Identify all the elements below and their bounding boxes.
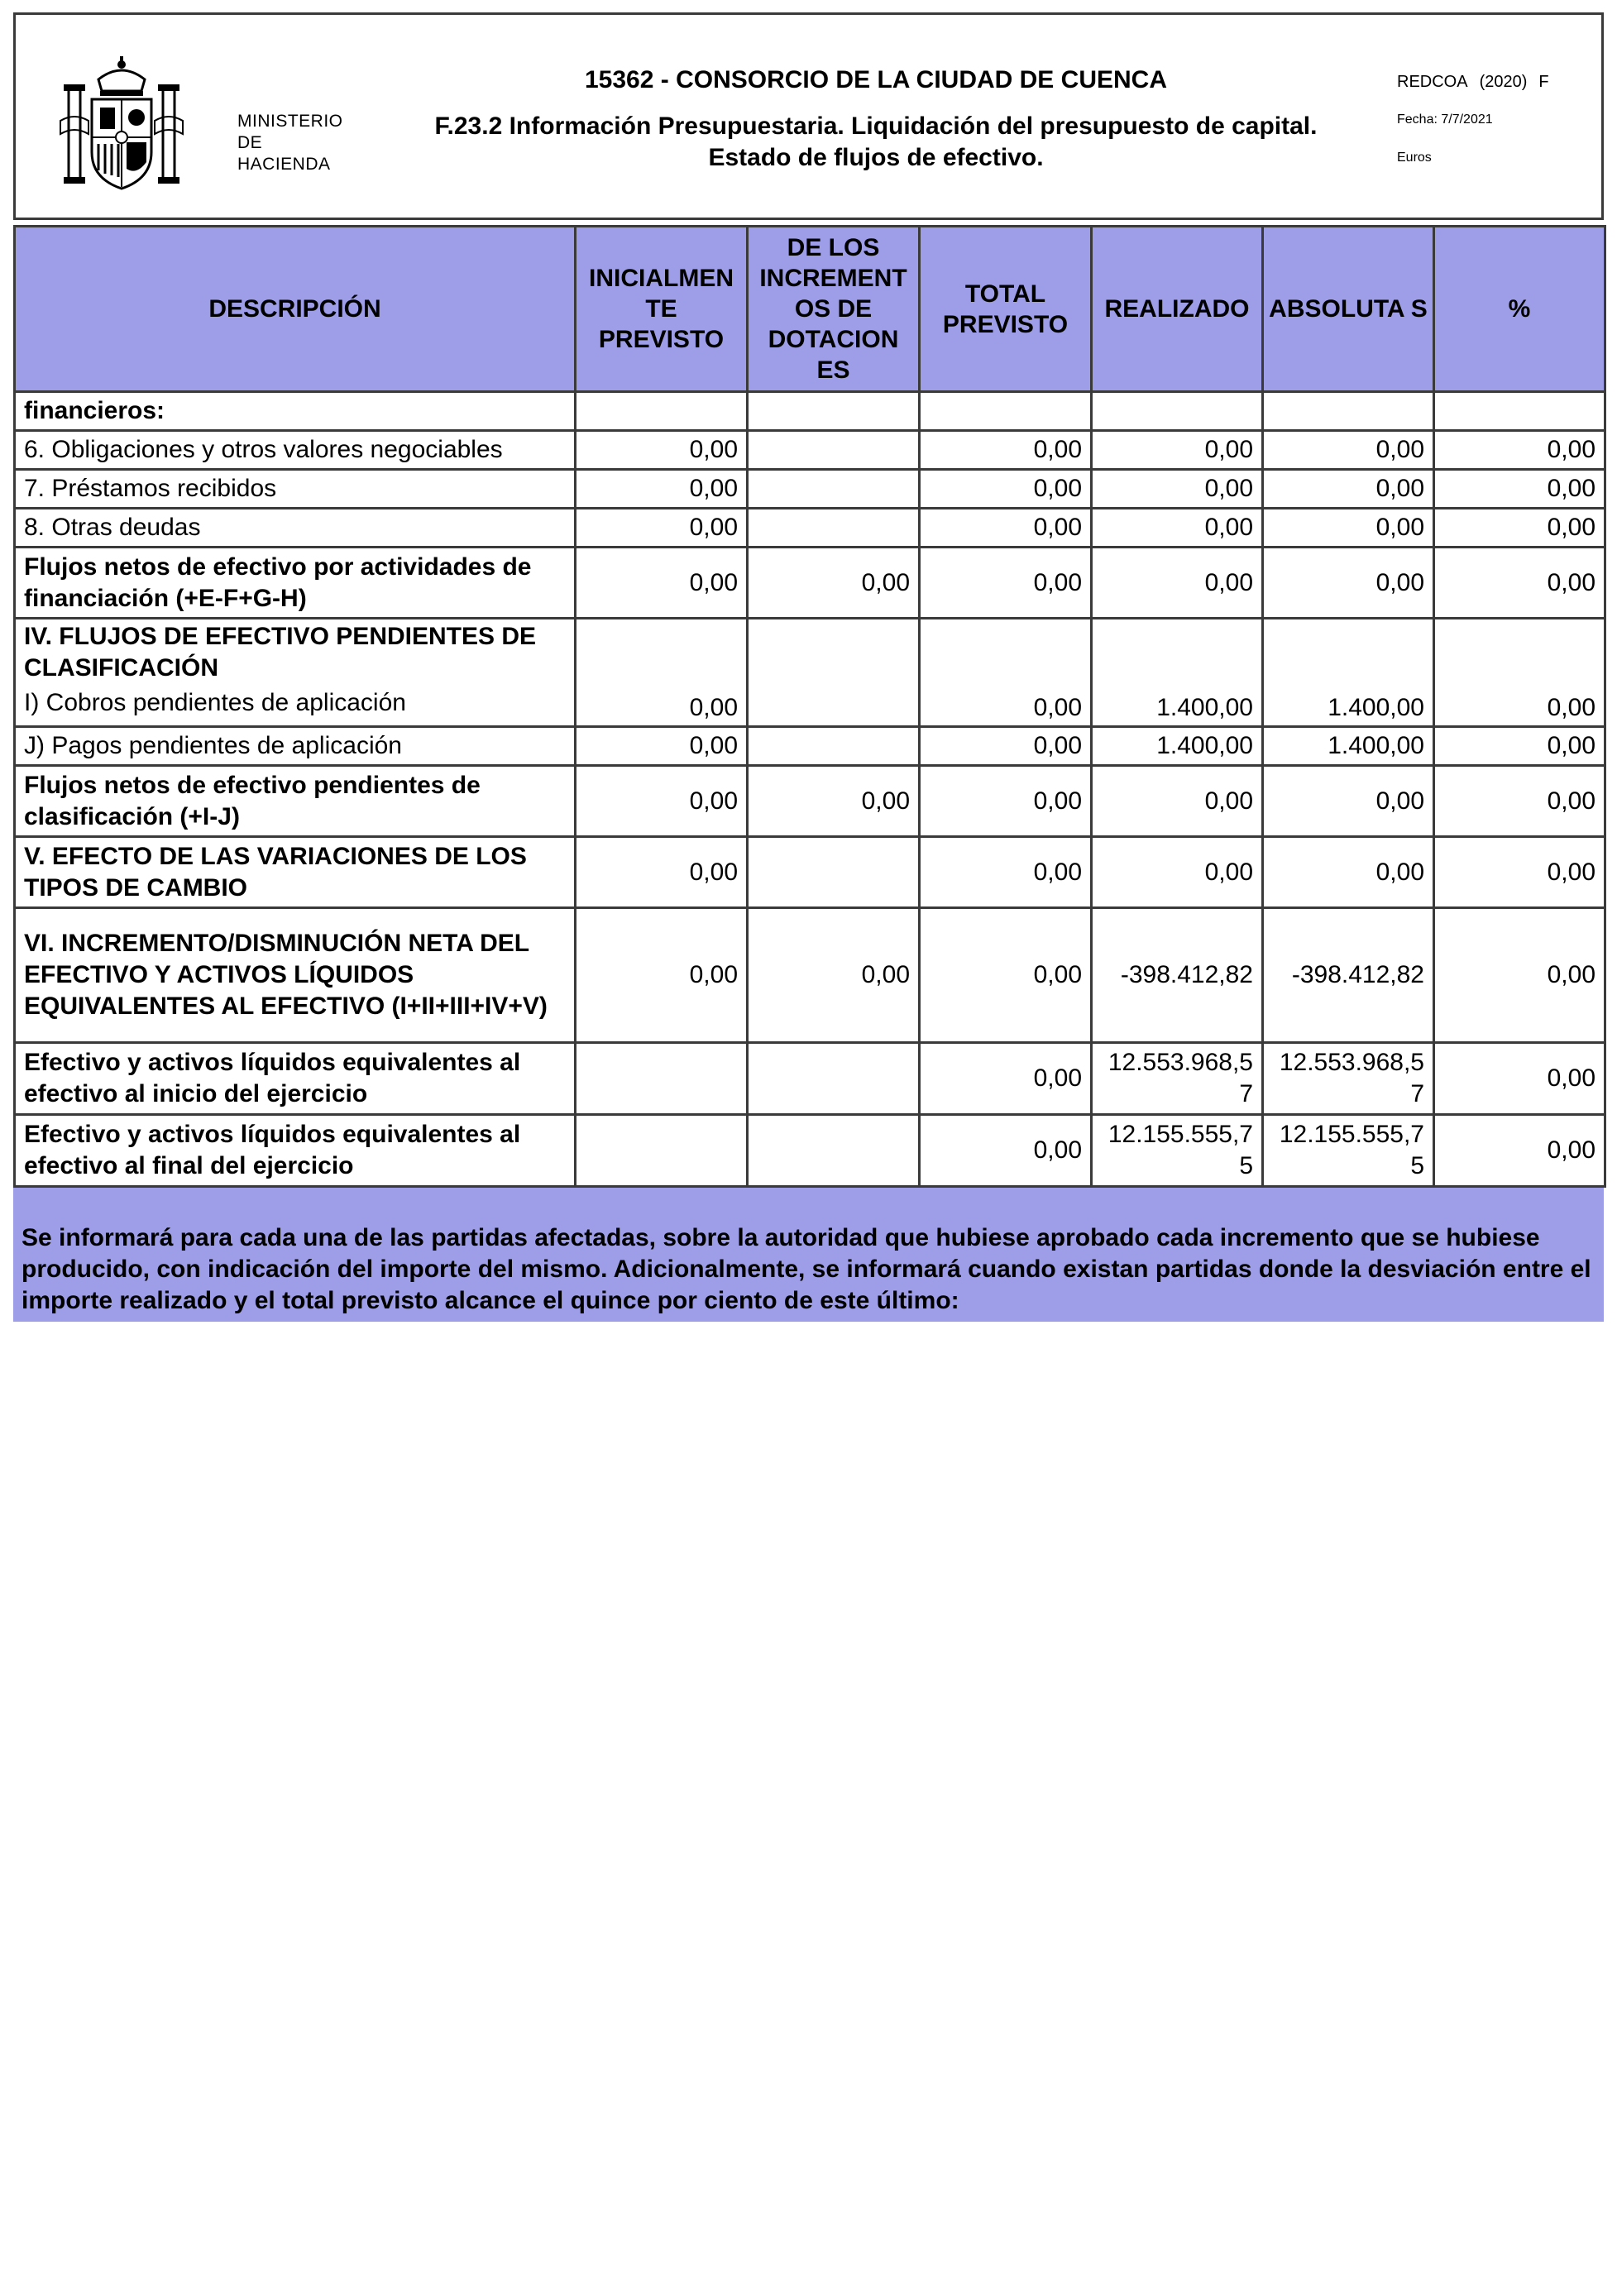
cell-realizado: -398.412,82	[1092, 908, 1263, 1043]
report-title-line-1: F.23.2 Información Presupuestaria. Liquidación del presupuesto de capital.	[434, 112, 1318, 140]
cell-realizado: 0,00	[1092, 548, 1263, 619]
row-description: VI. INCREMENTO/DISMINUCIÓN NETA DEL EFECTIVO Y ACTIVOS LÍQUIDOS EQUIVALENTES AL EFECTIVO (I+II+III+IV+V)	[15, 908, 576, 1043]
report-date: Fecha: 7/7/2021	[1397, 112, 1493, 127]
table-header-row	[15, 227, 1605, 392]
column-header-total-previsto: TOTAL PREVISTO	[920, 227, 1092, 392]
report-currency: Euros	[1397, 151, 1432, 165]
cell-absolutas: 0,00	[1263, 548, 1434, 619]
cell-total: 0,00	[920, 1115, 1092, 1187]
cell-inicial: 0,00	[576, 548, 748, 619]
cell-total	[920, 392, 1092, 431]
cell-absolutas: 0,00	[1263, 470, 1434, 509]
ministry-name	[237, 111, 345, 175]
row-description-text: I) Cobros pendientes de aplicación	[24, 689, 406, 716]
cell-total: 0,00	[920, 766, 1092, 837]
report-year: (2020)	[1479, 73, 1528, 91]
column-header-incrementos: DE LOS INCREMENT OS DE DOTACION ES	[748, 227, 920, 392]
table-row	[15, 470, 1605, 509]
row-description: Flujos netos de efectivo pendientes de clasificación (+I-J)	[15, 766, 576, 837]
table-row	[15, 766, 1605, 837]
spain-coat-of-arms-icon	[55, 55, 188, 199]
row-description: V. EFECTO DE LAS VARIACIONES DE LOS TIPOS DE CAMBIO	[15, 837, 576, 908]
cell-inicial: 0,00	[576, 509, 748, 548]
report-title	[421, 111, 1331, 174]
cell-incrementos	[748, 619, 920, 727]
cash-flow-table	[13, 225, 1606, 1188]
cell-incrementos	[748, 727, 920, 766]
cell-inicial: 0,00	[576, 908, 748, 1043]
row-description	[15, 619, 576, 727]
cell-absolutas: 1.400,00	[1263, 619, 1434, 727]
row-description: financieros:	[15, 392, 576, 431]
cell-realizado: 0,00	[1092, 837, 1263, 908]
table-row	[15, 908, 1605, 1043]
cell-incrementos	[748, 431, 920, 470]
cell-pct: 0,00	[1434, 908, 1605, 1043]
column-header-pct: %	[1434, 227, 1605, 392]
column-header-realizado: REALIZADO	[1092, 227, 1263, 392]
column-header-inicialmente-previsto: INICIALMEN TE PREVISTO	[576, 227, 748, 392]
table-row	[15, 837, 1605, 908]
row-description: 7. Préstamos recibidos	[15, 470, 576, 509]
cell-incrementos	[748, 837, 920, 908]
ministry-line-2: DE HACIENDA	[237, 133, 331, 174]
cell-inicial: 0,00	[576, 431, 748, 470]
table-row	[15, 1043, 1605, 1115]
cell-pct: 0,00	[1434, 837, 1605, 908]
cell-absolutas: 0,00	[1263, 431, 1434, 470]
ministry-logo	[55, 55, 345, 199]
cell-total: 0,00	[920, 431, 1092, 470]
cell-pct: 0,00	[1434, 509, 1605, 548]
cell-realizado: 1.400,00	[1092, 727, 1263, 766]
cell-total: 0,00	[920, 727, 1092, 766]
cell-inicial: 0,00	[576, 470, 748, 509]
cell-absolutas	[1263, 392, 1434, 431]
cell-total: 0,00	[920, 470, 1092, 509]
table-row	[15, 548, 1605, 619]
table-row	[15, 1115, 1605, 1187]
cell-pct: 0,00	[1434, 766, 1605, 837]
cell-absolutas: 0,00	[1263, 837, 1434, 908]
footer-note: Se informará para cada una de las partidas afectadas, sobre la autoridad que hubiese aprobado cada incremento que se hubiese producido, con indicación del importe del mismo. Adicionalmente, se informará cuando existan partidas donde la desviación entre el importe realizado y el total previsto alcance el quince por ciento de este último:	[13, 1188, 1604, 1322]
cell-total: 0,00	[920, 509, 1092, 548]
row-description: Efectivo y activos líquidos equivalentes al efectivo al final del ejercicio	[15, 1115, 576, 1187]
cell-inicial	[576, 1115, 748, 1187]
row-description: J) Pagos pendientes de aplicación	[15, 727, 576, 766]
column-header-descripcion: DESCRIPCIÓN	[15, 227, 576, 392]
cell-realizado: 12.155.555,7 5	[1092, 1115, 1263, 1187]
cell-incrementos	[748, 1115, 920, 1187]
row-description: Efectivo y activos líquidos equivalentes al efectivo al inicio del ejercicio	[15, 1043, 576, 1115]
cell-incrementos	[748, 392, 920, 431]
cell-pct: 0,00	[1434, 431, 1605, 470]
report-flag: F	[1538, 73, 1549, 91]
cell-realizado: 0,00	[1092, 470, 1263, 509]
cell-pct: 0,00	[1434, 619, 1605, 727]
row-description: Flujos netos de efectivo por actividades de financiación (+E-F+G-H)	[15, 548, 576, 619]
cell-incrementos	[748, 509, 920, 548]
cell-total: 0,00	[920, 837, 1092, 908]
cell-absolutas: 0,00	[1263, 509, 1434, 548]
cell-incrementos	[748, 1043, 920, 1115]
cell-realizado: 0,00	[1092, 431, 1263, 470]
cell-total: 0,00	[920, 619, 1092, 727]
cell-absolutas: 1.400,00	[1263, 727, 1434, 766]
cell-incrementos: 0,00	[748, 908, 920, 1043]
cell-inicial: 0,00	[576, 727, 748, 766]
cell-inicial: 0,00	[576, 837, 748, 908]
cell-absolutas: 12.553.968,5 7	[1263, 1043, 1434, 1115]
cell-inicial	[576, 392, 748, 431]
cell-realizado	[1092, 392, 1263, 431]
cell-pct: 0,00	[1434, 470, 1605, 509]
table-row	[15, 619, 1605, 727]
row-description: 6. Obligaciones y otros valores negociables	[15, 431, 576, 470]
cell-pct: 0,00	[1434, 727, 1605, 766]
table-row	[15, 727, 1605, 766]
cell-pct: 0,00	[1434, 548, 1605, 619]
cell-absolutas: 12.155.555,7 5	[1263, 1115, 1434, 1187]
report-code	[1397, 73, 1561, 92]
cell-realizado: 0,00	[1092, 509, 1263, 548]
cell-realizado: 0,00	[1092, 766, 1263, 837]
cell-absolutas: -398.412,82	[1263, 908, 1434, 1043]
entity-title: 15362 - CONSORCIO DE LA CIUDAD DE CUENCA	[585, 66, 1167, 93]
cell-realizado: 1.400,00	[1092, 619, 1263, 727]
cell-pct: 0,00	[1434, 1043, 1605, 1115]
cell-inicial	[576, 1043, 748, 1115]
table-row	[15, 431, 1605, 470]
cell-inicial: 0,00	[576, 766, 748, 837]
report-header	[13, 12, 1604, 220]
cell-pct: 0,00	[1434, 1115, 1605, 1187]
cell-inicial: 0,00	[576, 619, 748, 727]
cell-total: 0,00	[920, 1043, 1092, 1115]
report-title-line-2: Estado de flujos de efectivo.	[708, 144, 1044, 171]
table-row	[15, 509, 1605, 548]
cell-incrementos	[748, 470, 920, 509]
cell-absolutas: 0,00	[1263, 766, 1434, 837]
cell-realizado: 12.553.968,5 7	[1092, 1043, 1263, 1115]
report-code-label: REDCOA	[1397, 73, 1468, 91]
row-description: 8. Otras deudas	[15, 509, 576, 548]
cell-total: 0,00	[920, 548, 1092, 619]
column-header-absolutas: ABSOLUTA S	[1263, 227, 1434, 392]
cell-pct	[1434, 392, 1605, 431]
table-row	[15, 392, 1605, 431]
cell-total: 0,00	[920, 908, 1092, 1043]
section-heading: IV. FLUJOS DE EFECTIVO PENDIENTES DE CLASIFICACIÓN	[24, 623, 537, 682]
ministry-line-1: MINISTERIO	[237, 112, 343, 131]
cell-incrementos: 0,00	[748, 766, 920, 837]
cell-incrementos: 0,00	[748, 548, 920, 619]
